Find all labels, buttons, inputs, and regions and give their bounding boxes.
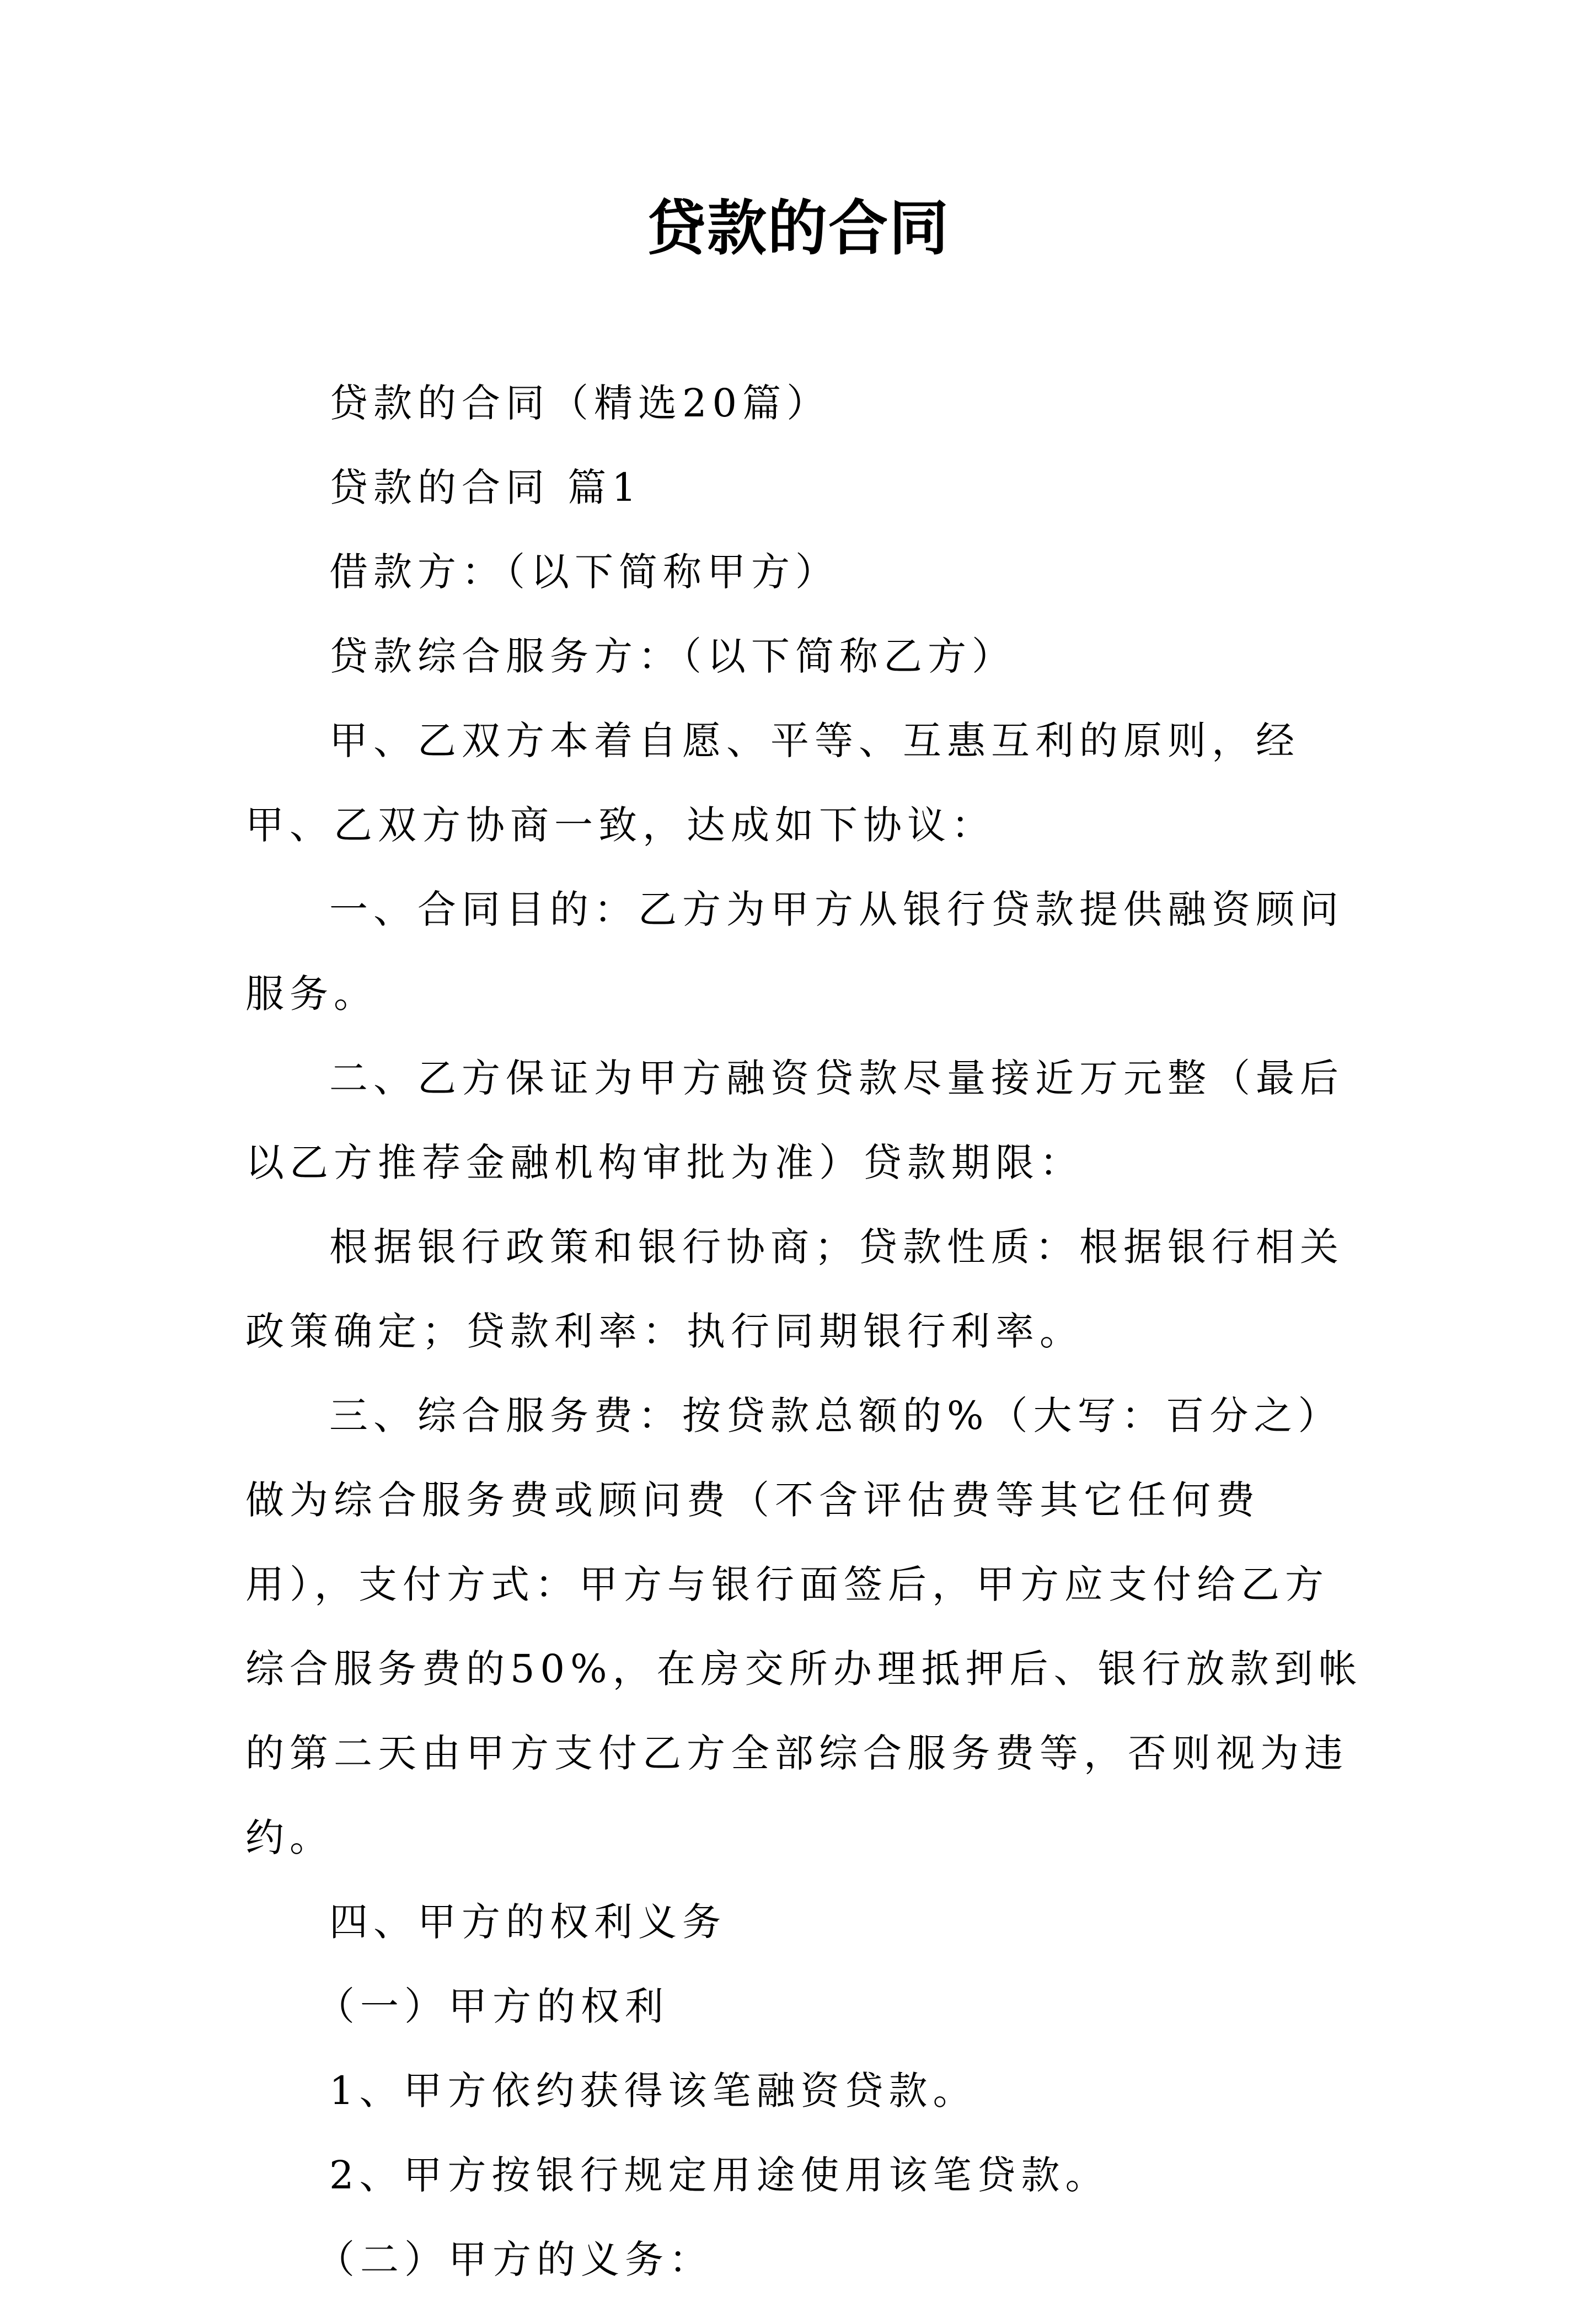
paragraph: （二）甲方的义务： — [316, 2237, 713, 2282]
paragraph: 贷款的合同 篇1 — [329, 465, 642, 510]
paragraph: 二、乙方保证为甲方融资贷款尽量接近万元整（最后以乙方推荐金融机构审批为准）贷款期限： — [245, 1056, 1344, 1185]
paragraph: 2、甲方按银行规定用途使用该笔贷款。 — [329, 2153, 1110, 2198]
paragraph: 三、综合服务费：按贷款总额的%（大写：百分之）做为综合服务费或顾问费（不含评估费等其它任何费用），支付方式：甲方与银行面签后，甲方应支付给乙方综合服务费的50%，在房交所办理抵押后、银行放款到帐的第二天由甲方支付乙方全部综合服务费等，否则视为违约。 — [245, 1393, 1363, 1860]
paragraph: 根据银行政策和银行协商；贷款性质：根据银行相关政策确定；贷款利率：执行同期银行利率。 — [245, 1224, 1344, 1354]
paragraph: 借款方：（以下简称甲方） — [329, 549, 839, 595]
paragraph: 甲、乙双方本着自愿、平等、互惠互利的原则，经甲、乙双方协商一致，达成如下协议： — [245, 718, 1300, 848]
paragraph: 贷款的合同（精选20篇） — [329, 381, 831, 426]
paragraph: 1、甲方依约获得该笔融资贷款。 — [329, 2068, 977, 2113]
document-body — [245, 361, 1365, 2302]
paragraph: 一、合同目的：乙方为甲方从银行贷款提供融资顾问服务。 — [245, 887, 1344, 1016]
paragraph: 四、甲方的权利义务 — [329, 1899, 726, 1945]
document-title: 贷款的合同 — [646, 194, 950, 263]
paragraph: （一）甲方的权利 — [316, 1984, 669, 2029]
paragraph: 贷款综合服务方：（以下简称乙方） — [329, 634, 1016, 679]
